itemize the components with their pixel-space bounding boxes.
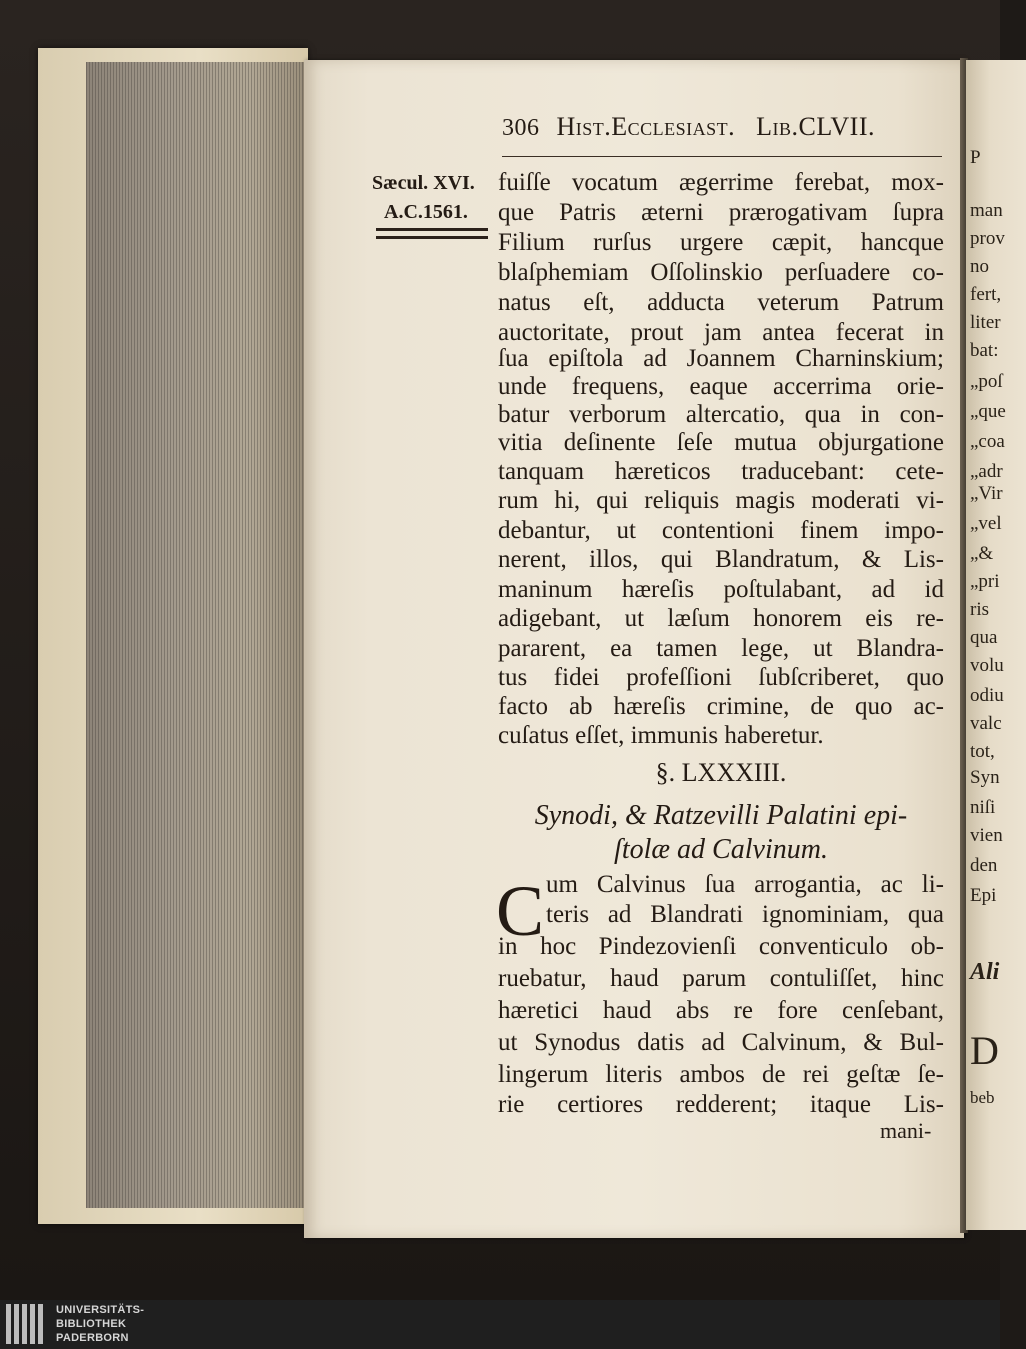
library-name-line: PADERBORN <box>56 1332 129 1344</box>
text-line: maninum hæreſis poſtulabant, ad id <box>498 576 944 603</box>
text-line: adigebant, ut læſum honorem eis re- <box>498 605 944 632</box>
right-page-word: „coa <box>970 431 1005 452</box>
text-line: fuiſſe vocatum ægerrime ferebat, mox- <box>498 169 944 196</box>
right-page-word: odiu <box>970 685 1004 706</box>
section-title-line: ſtolæ ad Calvinum. <box>614 834 828 865</box>
library-logo-icon <box>6 1304 48 1344</box>
text-line: auctoritate, prout jam antea fecerat in <box>498 319 944 346</box>
right-page-word: Epi <box>970 885 997 906</box>
margin-note-rule <box>376 236 488 239</box>
right-page-word: tot, <box>970 741 995 762</box>
page-number: 306 <box>502 115 540 141</box>
right-page-word: ris <box>970 599 989 620</box>
text-line: tus fidei profeſſioni ſubſcriberet, quo <box>498 664 944 691</box>
running-head <box>502 112 948 152</box>
text-line: rie certiores redderent; itaque Lis- <box>498 1091 944 1118</box>
right-page-word: fert, <box>970 284 1002 305</box>
right-page-fragment <box>966 60 1026 1230</box>
right-page-word: bat: <box>970 340 999 361</box>
right-page-word: valc <box>970 713 1002 734</box>
drop-cap: C <box>496 871 545 951</box>
margin-note-year: A.C.1561. <box>384 201 468 223</box>
library-name <box>56 1303 144 1345</box>
text-line: unde frequens, eaque accerrima orie- <box>498 373 944 400</box>
right-page-word: „pri <box>970 571 1000 592</box>
text-line: lingerum literis ambos de rei geſtæ ſe- <box>498 1061 944 1088</box>
text-line: ut Synodus datis ad Calvinum, & Bul- <box>498 1029 944 1056</box>
right-page-word: niſi <box>970 797 996 818</box>
text-line: hæretici haud abs re fore cenſebant, <box>498 997 944 1024</box>
right-page-word: man <box>970 200 1003 221</box>
header-rule <box>502 156 942 157</box>
text-line: natus eſt, adducta veterum Patrum <box>498 289 944 316</box>
library-name-line: UNIVERSITÄTS- <box>56 1304 145 1316</box>
text-line: Filium rurſus urgere cæpit, hancque <box>498 229 944 256</box>
catchword: mani- <box>880 1118 932 1143</box>
text-line: in hoc Pindezovienſi conventiculo ob- <box>498 933 944 960</box>
library-footer <box>0 1300 1000 1349</box>
right-page-word: „que <box>970 401 1006 422</box>
right-page-word: volu <box>970 655 1004 676</box>
margin-note-century: Sæcul. XVI. <box>372 172 475 194</box>
text-line: teris ad Blandrati ignominiam, qua <box>546 901 944 928</box>
right-page-word: vien <box>970 825 1003 846</box>
right-page-word: liter <box>970 312 1001 333</box>
text-line: pararent, ea tamen lege, ut Blandra- <box>498 635 944 662</box>
right-page-word: Ali <box>970 959 1000 985</box>
text-line: ruebatur, haud parum contuliſſet, hinc <box>498 965 944 992</box>
section-title-line: Synodi, & Ratzevilli Palatini epi- <box>534 800 908 831</box>
right-page-word: prov <box>970 228 1005 249</box>
right-page-word: „adr <box>970 461 1003 482</box>
text-line: batur verborum altercatio, qua in con- <box>498 401 944 428</box>
right-page-word: qua <box>970 627 998 648</box>
section-number: §. LXXXIII. <box>655 758 787 787</box>
text-line: ſua epiſtola ad Joannem Charninskium; <box>498 345 944 372</box>
right-page-word: den <box>970 855 998 876</box>
margin-note-rule <box>376 228 488 231</box>
text-line: vitia deſinente ſeſe mutua objurgatione <box>498 429 944 456</box>
right-page-word: „Vir <box>970 483 1003 504</box>
text-line: um Calvinus ſua arrogantia, ac li- <box>546 871 944 898</box>
text-line: cuſatus eſſet, immunis haberetur. <box>498 722 824 749</box>
right-page-word: „poſ <box>970 371 1003 392</box>
right-page-word: „vel <box>970 513 1002 534</box>
text-line: debantur, ut contentioni finem impo- <box>498 517 944 544</box>
text-line: facto ab hæreſis crimine, de quo ac- <box>498 693 944 720</box>
text-line: nerent, illos, qui Blandratum, & Lis- <box>498 546 944 573</box>
right-page-word: Syn <box>970 767 1000 788</box>
text-line: que Patris æterni prærogativam ſupra <box>498 199 944 226</box>
right-page-word: no <box>970 256 989 277</box>
page-fore-edge <box>86 62 308 1208</box>
library-name-line: BIBLIOTHEK <box>56 1318 127 1330</box>
book-number: Lib.CLVII. <box>756 112 875 141</box>
right-page-word: „& <box>970 543 994 564</box>
text-line: blaſphemiam Oſſolinskio perſuadere co- <box>498 259 944 286</box>
right-page-word: beb <box>970 1088 995 1107</box>
right-page-word: P <box>970 147 981 168</box>
text-line: tanquam hæreticos traducebant: cete- <box>498 458 944 485</box>
right-page-dropcap: D <box>970 1028 999 1073</box>
text-line: rum hi, qui reliquis magis moderati vi- <box>498 487 944 514</box>
running-title: Hist.Ecclesiast. <box>556 112 736 141</box>
